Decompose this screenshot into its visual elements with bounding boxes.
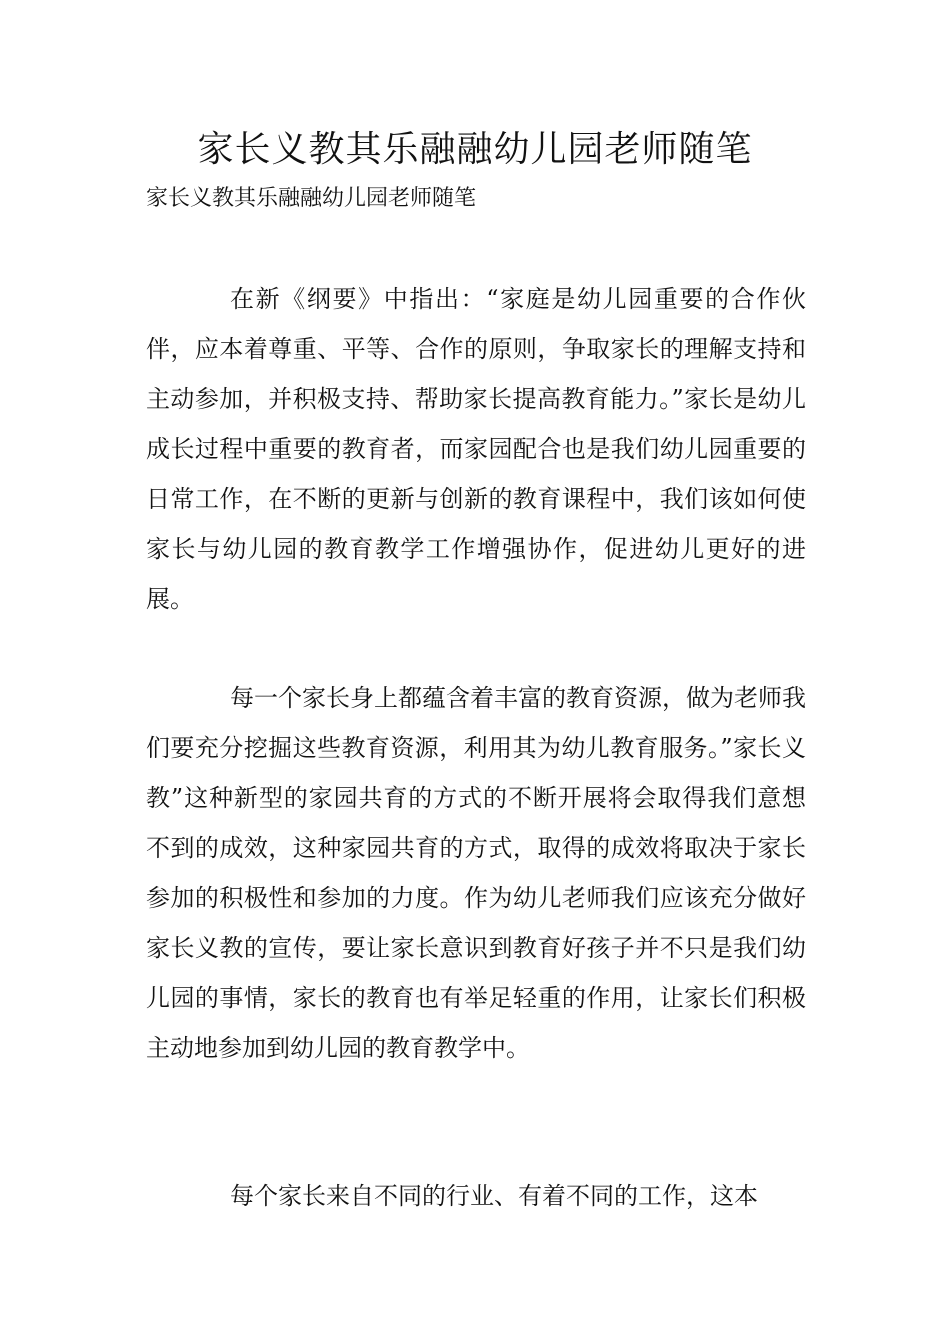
paragraph-3: 每个家长来自不同的行业、有着不同的工作，这本 (230, 1182, 758, 1210)
document-subtitle: 家长义教其乐融融幼儿园老师随笔 (146, 186, 477, 211)
document-title: 家长义教其乐融融幼儿园老师随笔 (197, 129, 753, 170)
paragraph-2: 每一个家长身上都蕴含着丰富的教育资源，做为老师我们要充分挖掘这些教育资源，利用其为幼儿教育服务。”家长义教”这种新型的家园共育的方式的不断开展将会取得我们意想不到的成效，这种家园共育的方式，取得的成效将取决于家长参加的积极性和参加的力度。作为幼儿老师我们应该充分做好家长义教的宣传，要让家长意识到教育好孩子并不只是我们幼儿园的事情，家长的教育也有举足轻重的作用，让家长们积极主动地参加到幼儿园的教育教学中。 (146, 684, 806, 1062)
paragraph-1: 在新《纲要》中指出：“家庭是幼儿园重要的合作伙伴，应本着尊重、平等、合作的原则，争取家长的理解支持和主动参加，并积极支持、帮助家长提高教育能力。”家长是幼儿成长过程中重要的教育者，而家园配合也是我们幼儿园重要的日常工作，在不断的更新与创新的教育课程中，我们该如何使家长与幼儿园的教育教学工作增强协作，促进幼儿更好的进展。 (146, 285, 806, 613)
